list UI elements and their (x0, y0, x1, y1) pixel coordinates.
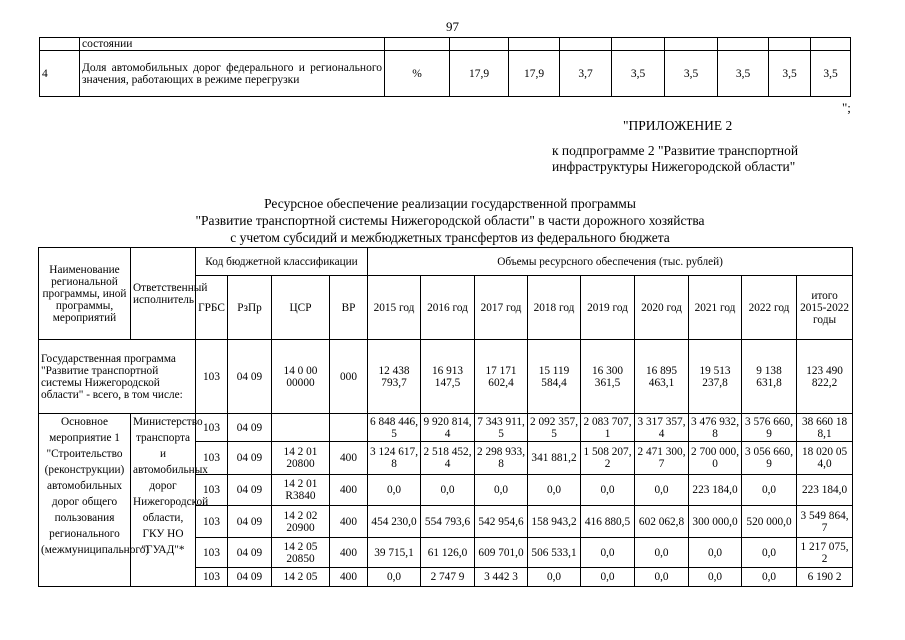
event-name: Основное мероприятие 1 "Строительство (реконструкции) автомобильных дорог общего пользования регионального (межмуниципального) (39, 414, 131, 587)
cell-grbs: 103 (196, 506, 228, 538)
header-year: 2019 год (581, 276, 635, 340)
document-title-line: "Развитие транспортной системы Нижегородской области" в части дорожного хозяйства (195, 213, 705, 228)
cell-value: 16 895 463,1 (635, 340, 689, 414)
cell-value: 341 881,2 (528, 442, 581, 475)
cell-value: 16 913 147,5 (421, 340, 475, 414)
header-year: 2022 год (742, 276, 797, 340)
cell-value: 2 298 933,8 (475, 442, 528, 475)
closing-mark: "; (842, 100, 851, 115)
cell-value: 300 000,0 (689, 506, 742, 538)
cell-value: 9 920 814,4 (421, 414, 475, 442)
cell-value: 0,0 (581, 538, 635, 568)
document-title-line: Ресурсное обеспечение реализации государственной программы (264, 196, 636, 211)
cell-total: 223 184,0 (797, 475, 853, 506)
cell-grbs: 103 (196, 538, 228, 568)
cell-value: 9 138 631,8 (742, 340, 797, 414)
cell-value: 2 700 000,0 (689, 442, 742, 475)
header-volumes: Объемы ресурсного обеспечения (тыс. рублей) (368, 248, 853, 276)
cell-csr: 14 2 02 20900 (272, 506, 330, 538)
cell-csr: 14 2 01 20800 (272, 442, 330, 475)
header-vr: ВР (330, 276, 368, 340)
cell-vr: 400 (330, 442, 368, 475)
event-responsible: Министерство транспорта и автомобильных дорог Нижегородской области, ГКУ НО "ГУАД"* (131, 414, 196, 587)
header-total: итого 2015-2022 годы (797, 276, 853, 340)
header-budget-code: Код бюджетной классификации (196, 248, 368, 276)
cell-value: 3 056 660,9 (742, 442, 797, 475)
cell-value: 3 442 3 (475, 568, 528, 587)
cell-value: 0,0 (635, 538, 689, 568)
resource-table (38, 247, 853, 587)
page-number: 97 (446, 19, 459, 34)
cell-value: 7 343 911,5 (475, 414, 528, 442)
cell-value: 0,0 (475, 475, 528, 506)
appendix-subtitle: к подпрограмме 2 "Развитие транспортной инфраструктуры Нижегородской области" (552, 143, 799, 174)
cell-value: 0,0 (368, 568, 421, 587)
cell-value: 39 715,1 (368, 538, 421, 568)
cell-value: 0,0 (689, 568, 742, 587)
row-value: 3,7 (560, 51, 612, 97)
cell-total: 38 660 188,1 (797, 414, 853, 442)
cell-value: 2 471 300,7 (635, 442, 689, 475)
document-title (100, 195, 800, 246)
cell-rzpr: 04 09 (228, 538, 272, 568)
cell-total: 6 190 2 (797, 568, 853, 587)
cell-total: 123 490 822,2 (797, 340, 853, 414)
cell-vr: 400 (330, 506, 368, 538)
cell-value: 15 119 584,4 (528, 340, 581, 414)
cell-total: 18 020 054,0 (797, 442, 853, 475)
cell-value: 2 518 452,4 (421, 442, 475, 475)
cell-value: 16 300 361,5 (581, 340, 635, 414)
cell-grbs: 103 (196, 568, 228, 587)
row-value: 3,5 (811, 51, 851, 97)
cell-rzpr: 04 09 (228, 506, 272, 538)
header-year: 2016 год (421, 276, 475, 340)
cell-value: 2 747 9 (421, 568, 475, 587)
cell-value: 0,0 (581, 475, 635, 506)
top-table-prev-row (40, 38, 851, 51)
cell-value: 17 171 602,4 (475, 340, 528, 414)
cell-value: 2 092 357,5 (528, 414, 581, 442)
cell-grbs: 103 (196, 442, 228, 475)
top-table-row (40, 51, 851, 97)
cell-value: 3 317 357,4 (635, 414, 689, 442)
document-title-line: с учетом субсидий и межбюджетных трансфертов из федерального бюджета (230, 230, 670, 245)
cell-csr: 14 0 00 00000 (272, 340, 330, 414)
cell-rzpr: 04 09 (228, 568, 272, 587)
header-year: 2017 год (475, 276, 528, 340)
cell-total: 3 549 864,7 (797, 506, 853, 538)
cell-value: 0,0 (635, 475, 689, 506)
cell-value: 0,0 (742, 568, 797, 587)
cell-value: 506 533,1 (528, 538, 581, 568)
event-row (39, 414, 853, 442)
header-year: 2015 год (368, 276, 421, 340)
cell-value: 0,0 (421, 475, 475, 506)
header-row (39, 248, 853, 276)
cell-rzpr: 04 09 (228, 475, 272, 506)
cell-value: 3 476 932,8 (689, 414, 742, 442)
cell-total: 1 217 075,2 (797, 538, 853, 568)
cell-vr: 000 (330, 340, 368, 414)
header-grbs: ГРБС (196, 276, 228, 340)
cell-csr: 14 2 05 (272, 568, 330, 587)
program-name: Государственная программа "Развитие транспортной системы Нижегородской области" - всего, в том числе: (39, 340, 196, 414)
cell-value: 19 513 237,8 (689, 340, 742, 414)
cell-rzpr: 04 09 (228, 414, 272, 442)
cell-value: 542 954,6 (475, 506, 528, 538)
row-value: 17,9 (450, 51, 509, 97)
row-unit: % (385, 51, 450, 97)
header-csr: ЦСР (272, 276, 330, 340)
cell-value: 0,0 (528, 475, 581, 506)
cell-value: 6 848 446,5 (368, 414, 421, 442)
header-rzpr: РзПр (228, 276, 272, 340)
cell-vr: 400 (330, 538, 368, 568)
cell-rzpr: 04 09 (228, 340, 272, 414)
header-year: 2018 год (528, 276, 581, 340)
row-value: 17,9 (509, 51, 560, 97)
program-total-row (39, 340, 853, 414)
cell-grbs: 103 (196, 475, 228, 506)
cell-value: 609 701,0 (475, 538, 528, 568)
cell-value: 554 793,6 (421, 506, 475, 538)
cell-value: 223 184,0 (689, 475, 742, 506)
header-year: 2020 год (635, 276, 689, 340)
cell-vr: 400 (330, 475, 368, 506)
cell-value: 158 943,2 (528, 506, 581, 538)
cell-grbs: 103 (196, 340, 228, 414)
cell-value: 61 126,0 (421, 538, 475, 568)
cell-value: 454 230,0 (368, 506, 421, 538)
appendix-title: "ПРИЛОЖЕНИЕ 2 (623, 118, 733, 133)
row-name: Доля автомобильных дорог федерального и регионального значения, работающих в режиме перегрузки (80, 51, 385, 97)
cell-csr (272, 414, 330, 442)
cell-value: 12 438 793,7 (368, 340, 421, 414)
header-year: 2021 год (689, 276, 742, 340)
cell-value: 0,0 (635, 568, 689, 587)
row-value: 3,5 (769, 51, 811, 97)
cell-value: 0,0 (368, 475, 421, 506)
cell-grbs: 103 (196, 414, 228, 442)
header-name: Наименование региональной программы, иной программы, мероприятий (39, 248, 131, 340)
cell-value: 3 576 660,9 (742, 414, 797, 442)
top-table (39, 37, 851, 97)
cell-vr: 400 (330, 568, 368, 587)
cell-value: 2 083 707,1 (581, 414, 635, 442)
cell-value: 520 000,0 (742, 506, 797, 538)
cell-value: 416 880,5 (581, 506, 635, 538)
cell-value: 3 124 617,8 (368, 442, 421, 475)
cell-value: 0,0 (689, 538, 742, 568)
cell-value: 0,0 (528, 568, 581, 587)
cell-rzpr: 04 09 (228, 442, 272, 475)
cell-value: 0,0 (581, 568, 635, 587)
cell-csr: 14 2 05 20850 (272, 538, 330, 568)
cell-vr (330, 414, 368, 442)
cell-csr: 14 2 01 R3840 (272, 475, 330, 506)
cell-value: 0,0 (742, 475, 797, 506)
cell-value: 1 508 207,2 (581, 442, 635, 475)
header-responsible: Ответственный исполнитель (131, 248, 196, 340)
cell-value: 0,0 (742, 538, 797, 568)
row-value: 3,5 (718, 51, 769, 97)
row-number: 4 (40, 51, 80, 97)
cell-value: 602 062,8 (635, 506, 689, 538)
row-value: 3,5 (612, 51, 665, 97)
row-value: 3,5 (665, 51, 718, 97)
prev-row-text: состоянии (80, 38, 385, 51)
